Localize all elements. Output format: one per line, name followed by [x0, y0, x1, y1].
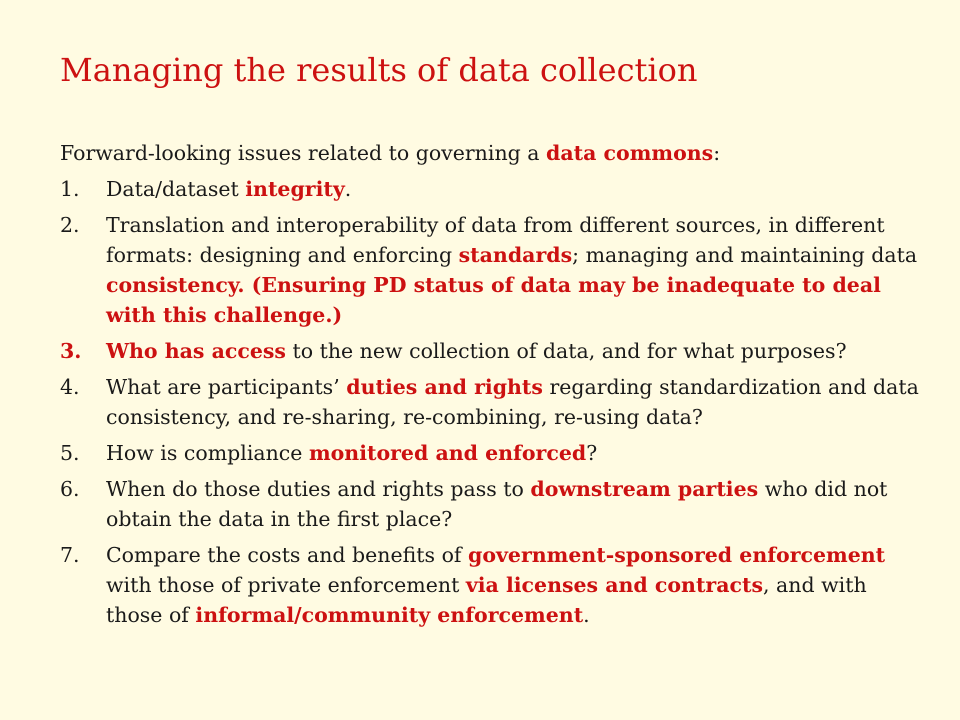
- list-item-text: ?: [586, 441, 598, 465]
- list-item-number: 6.: [60, 477, 80, 501]
- highlighted-text: Who has access: [106, 339, 286, 363]
- list-item-text: How is compliance: [106, 441, 309, 465]
- list-item: [60, 174, 920, 204]
- list-item-text: who did not obtain the data in the first place?: [106, 477, 888, 531]
- intro-highlight: data commons: [546, 141, 714, 165]
- list-item-number: 3.: [60, 339, 82, 363]
- highlighted-text: consistency. (Ensuring PD status of data may be inadequate to deal with this challenge.): [106, 273, 881, 327]
- list-item-text: .: [344, 177, 352, 201]
- list-item: [60, 474, 920, 534]
- highlighted-text: via licenses and contracts: [465, 573, 763, 597]
- slide-content: [60, 138, 920, 636]
- list-item: [60, 372, 920, 432]
- issue-list: [60, 174, 920, 630]
- list-item-text: ; managing and maintaining data: [572, 243, 918, 267]
- list-item-text: to the new collection of data, and for what purposes?: [285, 339, 847, 363]
- highlighted-text: downstream parties: [530, 477, 759, 501]
- slide-title: Managing the results of data collection: [60, 51, 698, 90]
- list-item-number: 1.: [60, 177, 80, 201]
- list-item-text: Data/dataset: [106, 177, 246, 201]
- highlighted-text: standards: [458, 243, 573, 267]
- list-item: [60, 210, 920, 330]
- highlighted-text: government-sponsored enforcement: [468, 543, 886, 567]
- highlighted-text: informal/community enforcement: [195, 603, 584, 627]
- intro-colon: :: [713, 141, 721, 165]
- list-item-text: Translation and interoperability of data from different sources, in different formats: designing and enforcing: [106, 213, 885, 267]
- list-item-text: , and with those of: [106, 573, 867, 627]
- list-item: [60, 336, 920, 366]
- list-item-number: 5.: [60, 441, 80, 465]
- intro-text: Forward-looking issues related to governing a: [60, 141, 547, 165]
- list-item-number: 4.: [60, 375, 80, 399]
- list-item: [60, 540, 920, 630]
- list-item-text: What are participants’: [106, 375, 347, 399]
- list-item-number: 2.: [60, 213, 80, 237]
- highlighted-text: monitored and enforced: [308, 441, 587, 465]
- list-item-number: 7.: [60, 543, 80, 567]
- list-item-text: regarding standardization and data consistency, and re-sharing, re-combining, re-using data?: [106, 375, 919, 429]
- list-item-text: .: [583, 603, 590, 627]
- list-item-text: with those of private enforcement: [106, 573, 466, 597]
- highlighted-text: duties and rights: [346, 375, 543, 399]
- highlighted-text: integrity: [245, 177, 345, 201]
- list-item: [60, 438, 920, 468]
- intro-line: [60, 138, 920, 168]
- list-item-text: Compare the costs and benefits of: [106, 543, 469, 567]
- list-item-text: When do those duties and rights pass to: [106, 477, 531, 501]
